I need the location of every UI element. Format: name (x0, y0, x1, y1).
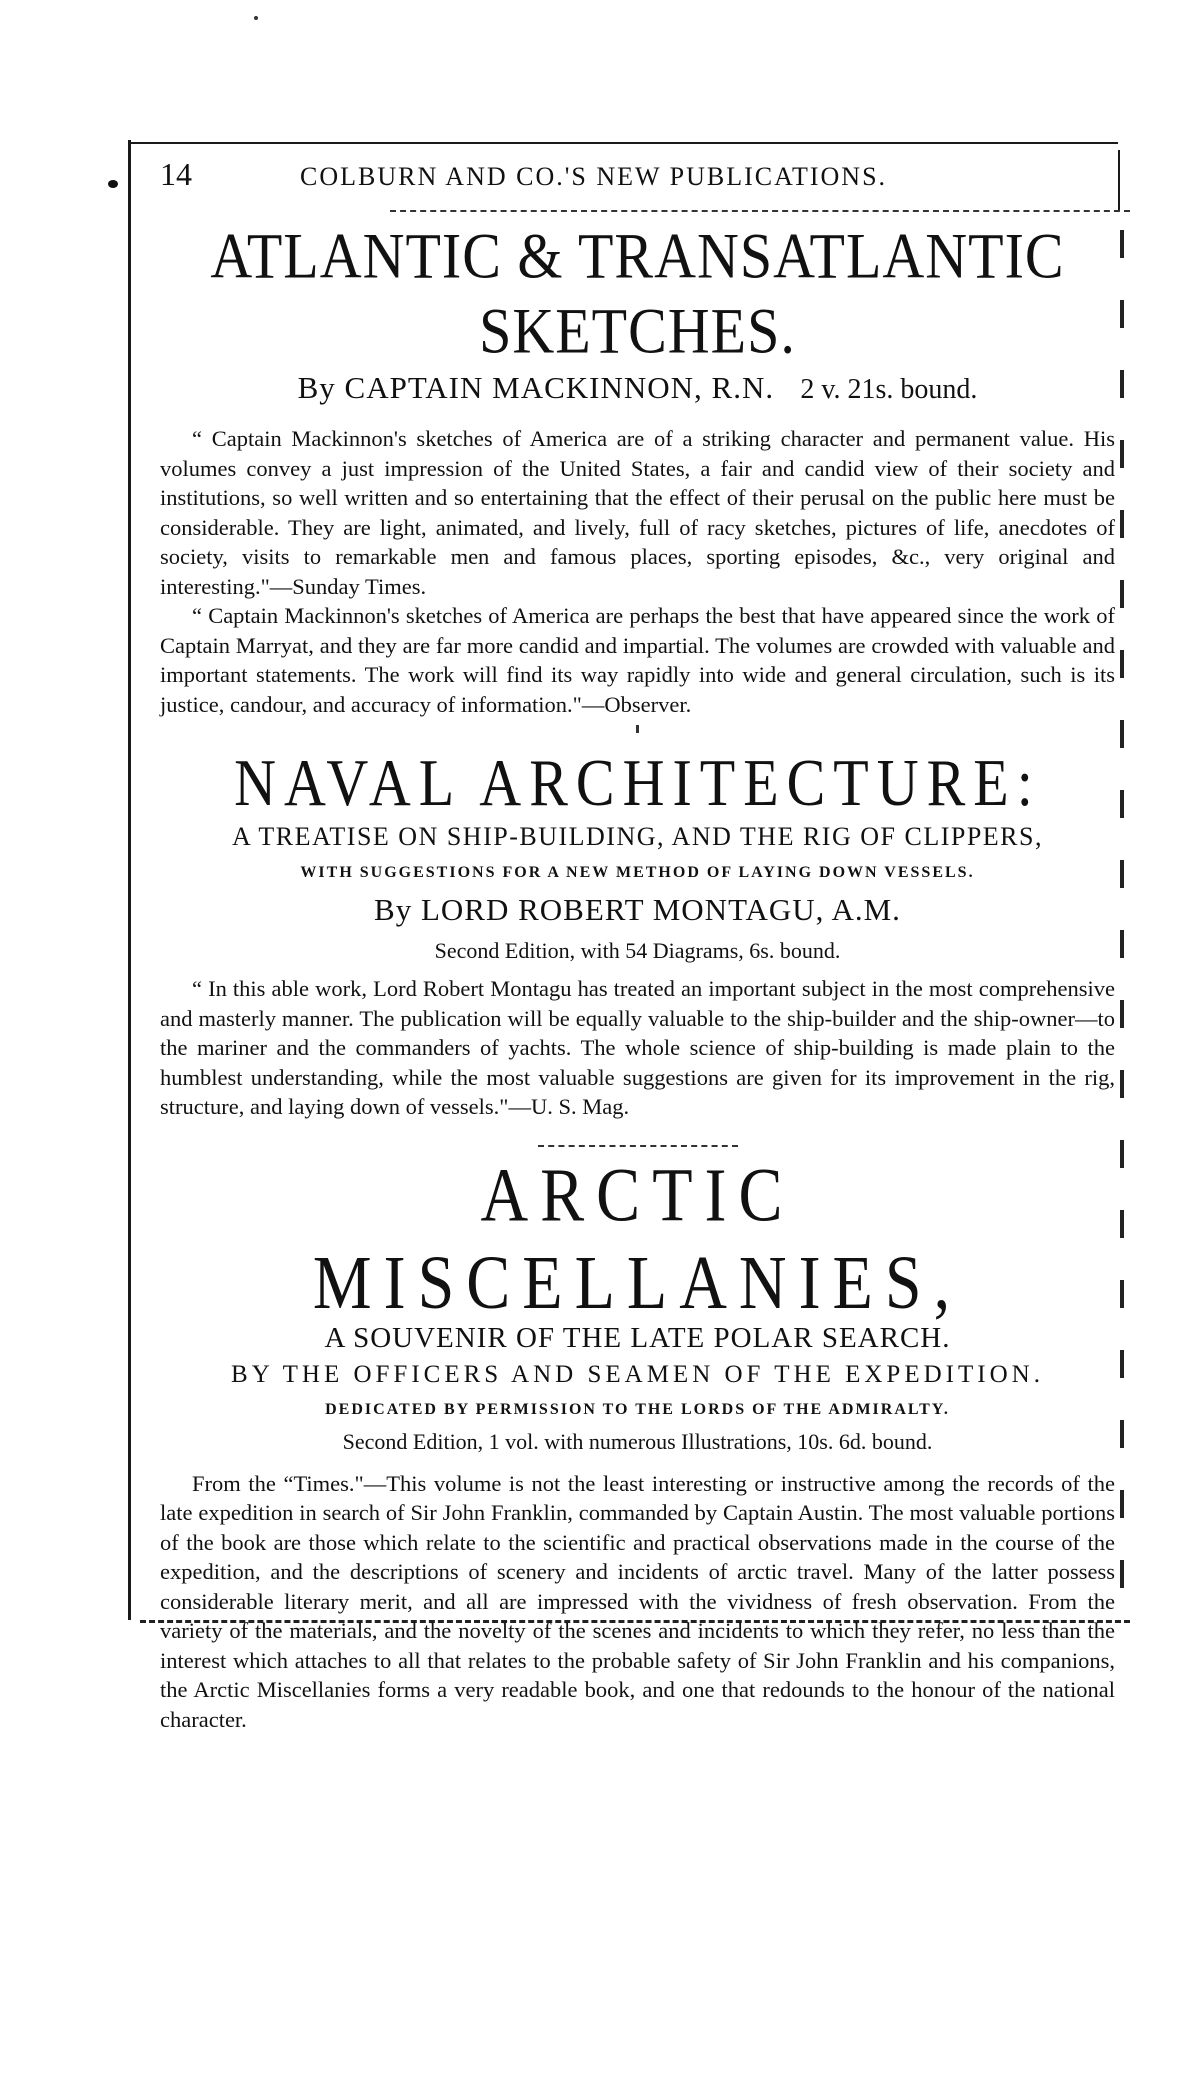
author: By CAPTAIN MACKINNON, R.N. (297, 370, 775, 405)
edition-info: Second Edition, 1 vol. with numerous Illustrations, 10s. 6d. bound. (342, 1428, 933, 1454)
edition-info: Second Edition, with 54 Diagrams, 6s. bound. (434, 938, 841, 963)
book-arctic-miscellanies (160, 1153, 1115, 1735)
review-observer: “ Captain Mackinnon's sketches of America are perhaps the best that have appeared since the work of Captain Marryat, and they are far more candid and impartial. The volumes are crowded with valuable and important statements. The work will find its way rapidly into wide and general circulation, such is its justice, candour, and accuracy of information."—Observer. (160, 603, 1115, 717)
book-title: NAVAL ARCHITECTURE: (234, 745, 1041, 820)
dedication: DEDICATED BY PERMISSION TO THE LORDS OF THE ADMIRALTY. (325, 1400, 950, 1418)
book-byline (160, 370, 1115, 406)
book-naval-architecture (160, 745, 1115, 1122)
stray-mark (254, 16, 258, 20)
book-atlantic-sketches (160, 219, 1115, 719)
book-byline: BY THE OFFICERS AND SEAMEN OF THE EXPEDITION. (231, 1360, 1044, 1388)
review-sunday-times: “ Captain Mackinnon's sketches of America are of a striking character and permanent value. His volumes convey a just impression of the United States, a fair and candid view of their society and institutions, so well written and so entertaining that the effect of their perusal on the public here must be considerable. They are light, animated, and lively, full of racy sketches, pictures of life, anecdotes of society, visits to remarkable men and famous places, sporting episodes, &c., very original and interesting."—Sunday Times. (160, 426, 1115, 599)
price: 2 v. 21s. bound. (800, 374, 978, 405)
section-divider (636, 725, 639, 733)
section-divider (160, 1134, 1115, 1152)
book-subtitle-2: WITH SUGGESTIONS FOR A NEW METHOD OF LAYING DOWN VESSELS. (300, 864, 975, 881)
frame-right-rule (1118, 150, 1120, 210)
running-title: COLBURN AND CO.'S NEW PUBLICATIONS. (300, 162, 888, 191)
review-times: From the “Times."—This volume is not the least interesting or instructive among the records of the late expedition in search of Sir John Franklin, commanded by Captain Austin. The most valuable portions of the book are those which relate to the scientific and practical observations made in the course of the expedition, and the descriptions of scenery and incidents of arctic travel. Many of the latter possess considerable literary merit, and all are impressed with the vividness of fresh observation. From the variety of the materials, and the novelty of the scenes and incidents to which they refer, no less than the interest which attaches to all that relates to the probable safety of Sir John Franklin and his companions, the Arctic Miscellanies forms a very readable book, and one that redounds to the honour of the national character. (160, 1470, 1115, 1732)
frame-right-marks (1120, 230, 1124, 1610)
running-head (160, 150, 1115, 210)
header-rule (390, 210, 1130, 212)
frame-left-rule (128, 140, 131, 1620)
book-title: ARCTIC MISCELLANIES, (312, 1153, 963, 1325)
margin-bullet (108, 180, 118, 188)
review-us-mag: “ In this able work, Lord Robert Montagu has treated an important subject in the most comprehensive and masterly manner. The publication will be equally valuable to the ship-builder and the ship-owner—to the mariner and the commanders of yachts. The whole science of ship-building is made plain to the humblest understanding, while the most valuable suggestions are given for its improvement in the rig, structure, and laying down of vessels."—U. S. Mag. (160, 976, 1115, 1119)
book-byline: By LORD ROBERT MONTAGU, A.M. (374, 892, 901, 927)
frame-top-rule (128, 142, 1118, 144)
page-content (160, 150, 1115, 1734)
page-number: 14 (160, 156, 192, 192)
book-subtitle: A TREATISE ON SHIP-BUILDING, AND THE RIG OF CLIPPERS, (232, 822, 1043, 851)
book-subtitle: A SOUVENIR OF THE LATE POLAR SEARCH. (324, 1321, 951, 1354)
book-title: ATLANTIC & TRANSATLANTIC SKETCHES. (210, 219, 1065, 367)
